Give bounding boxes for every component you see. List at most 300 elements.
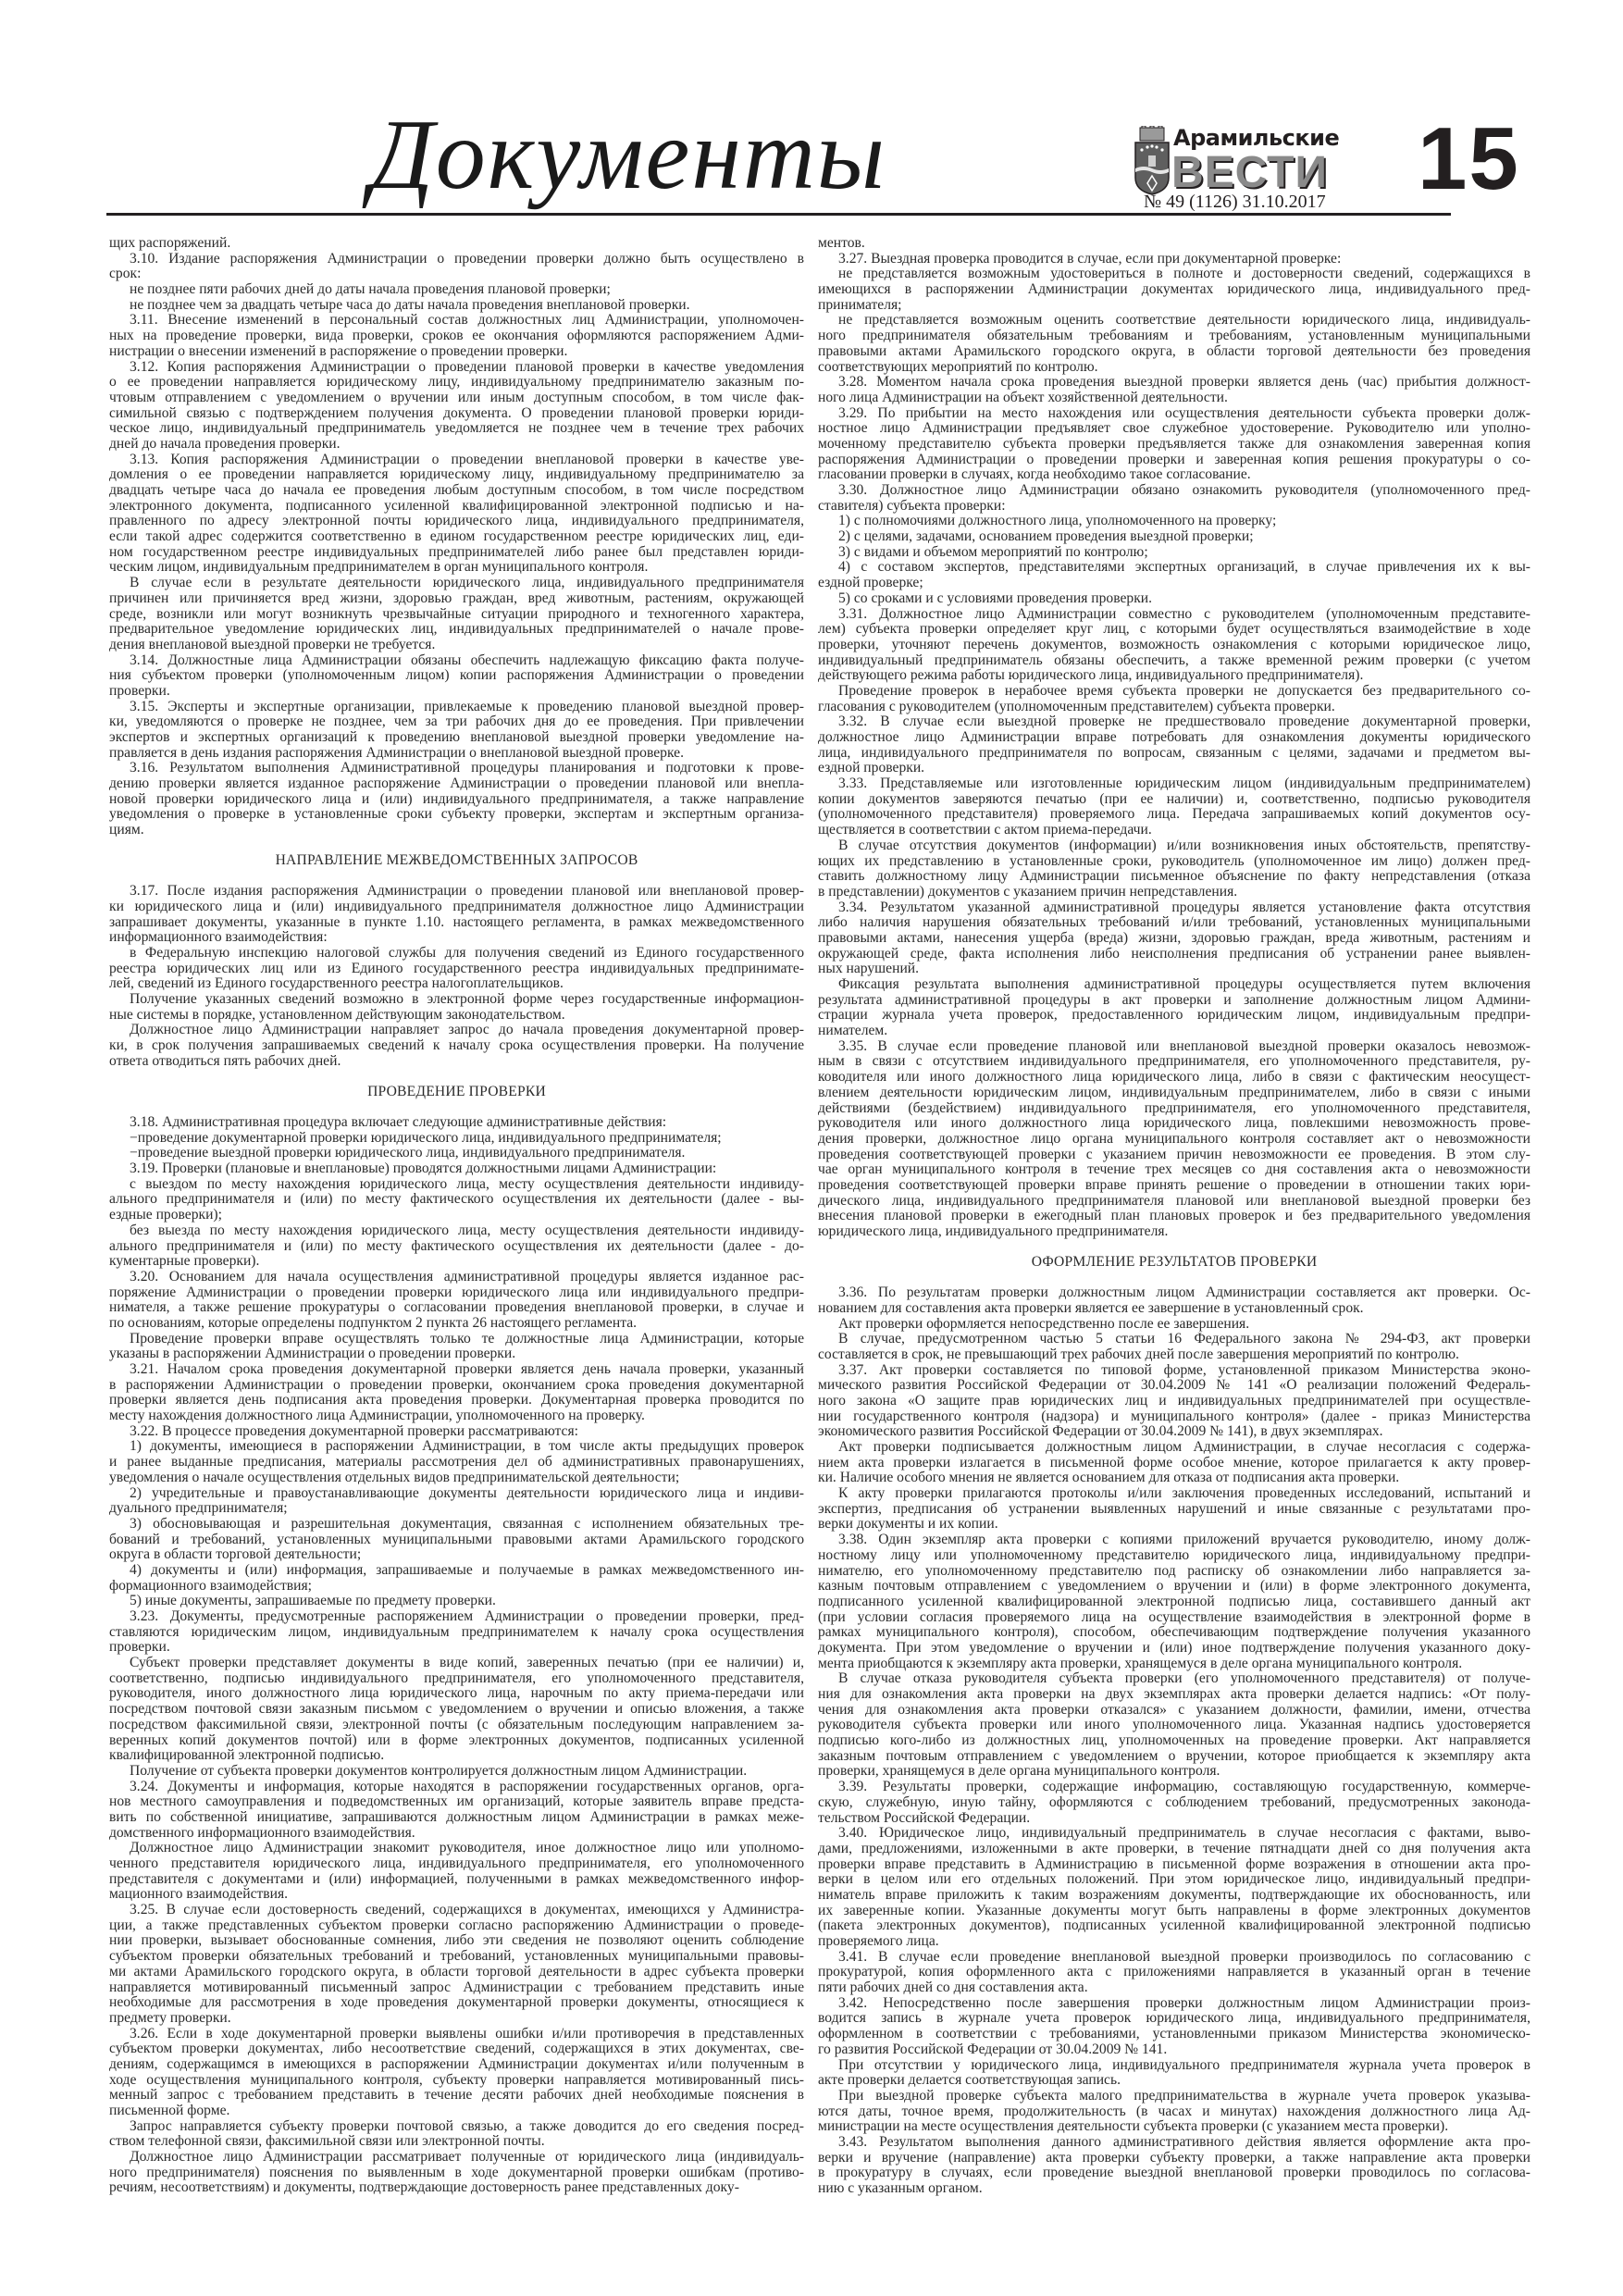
text-line: пяти рабочих дней со дня составления акта. [818, 1980, 1088, 1996]
text-line: в Федеральную инспекцию налоговой службы для получения сведений из Единого государственного [130, 946, 804, 962]
coat-of-arms-icon [1134, 126, 1170, 196]
text-line: окружающей среде, факта исполнения либо неисполнения предписания об устранении ранее выявлен- [818, 946, 1530, 962]
text-line: 3.11. Внесение изменений в персональный состав должностных лиц Администрации, уполномочен- [130, 313, 804, 329]
text-line: гласования с руководителем (уполномоченным представителем) субъекта проверки. [818, 699, 1335, 714]
text-line: заказным почтовым отправлением с уведомлением о вручении, которое приобщается к экземпляру акта [818, 1748, 1530, 1764]
text-line: составляется в срок, не превышающий трех рабочих дней после завершения мероприятий по контролю. [818, 1347, 1459, 1362]
text-line: результата административной процедуры в акт проверки и заполнение должностным лицом Админи- [818, 992, 1530, 1008]
text-line: верки и вручение (направление) акта проверки субъекту проверки, а также направление акта проверки [818, 2150, 1530, 2166]
left-column [109, 236, 804, 2196]
text-line: подписью кого-либо из должностных лиц, уполномоченных на проведение проверки. Акт направляется [818, 1733, 1530, 1749]
text-line: руководителя, иного должностного лица юридического лица, нарочным по акту приема-передачи или [109, 1686, 804, 1702]
text-line: ностное лицо Администрации предъявляет свое служебное удостоверение. Руководителю или уполно- [818, 421, 1530, 437]
text-line: правовыми актами Арамильского городского округа, в области торговой деятельности без проведения [818, 343, 1530, 359]
paragraph [818, 313, 1530, 375]
paragraph [109, 1486, 804, 1517]
text-line: экспертов и экспертных организаций к проведению внеплановой выездной проверки уведомление на- [109, 730, 804, 745]
text-line: ездные проверки); [109, 1208, 222, 1223]
text-line: лей, сведений из Единого государственного реестра налогоплательщиков. [109, 976, 564, 992]
text-line: уведомления о начале осуществления отдельных видов предпринимательской деятельности; [109, 1470, 680, 1485]
text-line: 3) с видами и объемом мероприятий по контролю; [838, 544, 1148, 560]
text-line: ми актами Арамильского городского округа, в области торговой деятельности в адрес субъекта проверки [109, 1964, 804, 1980]
text-line: верки документы и их копии. [818, 1517, 998, 1533]
paragraph [818, 1996, 1530, 2058]
text-line: представителя с документами и (или) информацией, полученными в рамках межведомственного инфор- [109, 1871, 804, 1887]
text-line: 3.17. После издания распоряжения Администрации о проведении плановой или внеплановой провер- [130, 884, 804, 900]
paragraph [109, 1841, 804, 1903]
paragraph [818, 560, 1530, 590]
text-line: не представляется возможным оценить соответствие деятельности юридического лица, индивидуаль- [838, 313, 1530, 329]
paragraph [109, 236, 804, 252]
text-line: необходимые для рассмотрения в ходе проведения документарной проверки документы, относящиеся к [109, 1995, 804, 2011]
text-line: посредством факсимильной связи, электронной почты (с обязательным последующим направлением за- [109, 1717, 804, 1732]
text-line: 3.22. В процессе проведения документарной проверки рассматриваются: [130, 1423, 578, 1439]
text-line: руководителя субъекта проверки или иного уполномоченного лица. Указанная надпись удостоверяется [818, 1718, 1530, 1733]
text-line: чтовым отправлением с уведомлением о вручении или иным доступным способом, в том числе фак- [109, 390, 804, 405]
text-line: срок: [109, 267, 142, 282]
text-line: домления о ее проведении направляется юридическому лицу, индивидуальному предпринимателю за [109, 467, 804, 483]
text-line: Фиксация результата выполнения административной процедуры осуществляется путем включения [838, 977, 1530, 992]
text-line: без выезда по месту нахождения юридического лица, месту осуществления деятельности индивиду- [130, 1222, 804, 1238]
text-line: по основаниям, которые определены подпунктом 2 пункта 26 настоящего регламента. [109, 1315, 638, 1331]
paragraph [109, 884, 804, 946]
text-line: нию с указанным органом. [818, 2181, 983, 2197]
paragraph [818, 375, 1530, 405]
text-line: 3.34. Результатом указанной административной процедуры является установление факта отсутствия [838, 900, 1530, 915]
text-line: двадцать четыре часа до начала ее проведения любым доступным способом, в том числе посредством [109, 483, 804, 498]
text-line: акте проверки делается соответствующая запись. [818, 2073, 1121, 2089]
text-line: ездной проверки. [818, 761, 925, 776]
text-line: 3.20. Основанием для начала осуществления административной процедуры является изданное рас- [130, 1269, 804, 1285]
text-line: моченному представителю субъекта проверки предъявляется также для ознакомления заверенная копия [818, 436, 1530, 452]
paragraph [109, 992, 804, 1023]
paragraph [109, 1270, 804, 1332]
text-line: 3.23. Документы, предусмотренные распоряжением Администрации о проведении проверки, пред- [130, 1609, 804, 1625]
text-line: нимателю, его уполномоченному представителю под расписку об ознакомлении либо направляется за- [818, 1563, 1530, 1579]
text-line: нованием для составления акта проверки является ее завершение в установленный срок. [818, 1300, 1364, 1316]
text-line: ющих их представлению в установленные сроки, руководитель (уполномоченное им лицо) должен пред- [818, 853, 1530, 869]
text-line: ки. Наличие особого мнения не является основанием для отказа от подписания акта проверки. [818, 1471, 1400, 1486]
paragraph [818, 591, 1530, 607]
paragraph [818, 1950, 1530, 1996]
text-line: юридического лица, индивидуального предпринимателя. [818, 1224, 1169, 1239]
text-line: нов местного самоуправления и подведомственных им организаций, которые заявитель вправе предста- [109, 1794, 804, 1810]
paragraph [109, 1563, 804, 1594]
text-line: Субъект проверки представляет документы в виде копий, заверенных печатью (при ее наличии) и, [130, 1656, 804, 1671]
section-heading: ОФОРМЛЕНИЕ РЕЗУЛЬТАТОВ ПРОВЕРКИ [1031, 1253, 1318, 1270]
newspaper-name-bottom: ВЕСТИ [1171, 148, 1328, 197]
text-line: ются даты, точное время, продолжительность (в часах и минутах) нахождения должностного лица Ад- [818, 2104, 1530, 2119]
text-line: посредством почтовой связи заказным письмом с уведомлением о вручении и описью вложения, а также [109, 1702, 804, 1718]
text-line: квалифицированной электронной подписью. [109, 1748, 385, 1764]
text-line: 3.40. Юридическое лицо, индивидуальный предприниматель в случае несогласия с фактами, выво- [838, 1826, 1530, 1842]
paragraph [109, 1146, 804, 1161]
text-line: −проведение выездной проверки юридического лица, индивидуального предпринимателя. [130, 1146, 686, 1161]
text-line: тельством Российской Федерации. [818, 1810, 1031, 1826]
text-line: дней до начала проведения проверки. [109, 436, 341, 452]
text-line: в распоряжении Администрации о проведении проверки, окончанием срока проведения документарной [109, 1377, 804, 1393]
text-line: веренных копий документов почтой) или в форме электронных документов, подписанных усиленной [109, 1732, 804, 1748]
paragraph [109, 1439, 804, 1485]
text-line: субъектом проверки документах, либо несоответствие сведений, содержащихся в этих документах, све- [109, 2042, 804, 2057]
text-line: нии государственного контроля (надзора) и муниципального контроля» (далее - приказ Министерства [818, 1409, 1530, 1424]
text-line: ального предпринимателя и (или) по месту фактического осуществления их деятельности (далее - вы- [109, 1192, 804, 1208]
paragraph [109, 1177, 804, 1223]
text-line: (при условии согласия проверяемого лица на осуществление взаимодействия в электронной форме в [818, 1609, 1530, 1625]
text-line: ческое лицо, индивидуальный предприниматель уведомляется не позднее чем в течение трех рабочих [109, 421, 804, 437]
text-line: экономического развития Российской Федерации от 30.04.2009 № 141), в двух экземплярах. [818, 1424, 1383, 1440]
text-line: Акт проверки оформляется непосредственно после ее завершения. [838, 1316, 1250, 1332]
text-line: менный запрос с требованием представить в течение десяти рабочих дней необходимые пояснения в [109, 2088, 804, 2104]
text-line: принимателя; [818, 297, 902, 313]
text-line: подписанного усиленной квалифицированной электронной подписью лица, составившего данный акт [818, 1594, 1530, 1609]
text-line: имеющихся в распоряжении Администрации документах юридического лица, индивидуального пред- [818, 282, 1530, 298]
paragraph [818, 267, 1530, 313]
text-line: мического развития Российской Федерации от 30.04.2009 № 141 «О реализации положений Федераль- [818, 1378, 1530, 1394]
text-line: ции, а также представленных субъектом проверки согласно распоряжению Администрации о проведе- [109, 1917, 804, 1933]
paragraph [109, 2027, 804, 2119]
text-line: 3.18. Административная процедура включает следующие административные действия: [130, 1115, 667, 1131]
paragraph [109, 946, 804, 992]
text-line: нии проверки, вызывает обоснованные сомнения, либо эти сведения не позволяют оценить соблюдение [109, 1933, 804, 1949]
text-line: ководителя или иного должностного лица юридического лица, либо в связи с фактическим неосущест- [818, 1070, 1530, 1086]
text-line: 3.16. Результатом выполнения Административной процедуры планирования и подготовки к прове- [130, 761, 804, 776]
paragraph [109, 1161, 804, 1177]
text-line: ездной проверке; [818, 576, 923, 591]
text-line: действиями (бездействием) индивидуального предпринимателя, его уполномоченного представителя, [818, 1100, 1530, 1116]
text-line: 3.37. Акт проверки составляется по типовой форме, установленной приказом Министерства эконо- [838, 1362, 1530, 1378]
text-line: циям. [109, 823, 144, 838]
text-line: 3.43. Результатом выполнения данного административного действия является оформление акта про- [838, 2134, 1530, 2150]
text-line: ки, в срок получения запрашиваемых сведений к началу срока осуществления проверки. На получение [109, 1038, 804, 1054]
text-line: ного лица Администрации на объект хозяйственной деятельности. [818, 390, 1228, 405]
paragraph [818, 776, 1530, 838]
paragraph [818, 236, 1530, 252]
text-line: дения проверки, должностное лицо органа муниципального контроля составляет акт о невозможности [818, 1131, 1530, 1147]
paragraph [109, 576, 804, 652]
text-line: если такой адрес содержится соответственно в едином государственном реестре юридических лиц, еди- [109, 529, 804, 545]
paragraph [818, 1533, 1530, 1671]
text-line: проведения соответствующей проверки с указанием причин невозможности ее проведения. В этом слу- [818, 1147, 1530, 1162]
text-line: 3.19. Проверки (плановые и внеплановые) проводятся должностными лицами Администрации: [130, 1161, 717, 1177]
text-line: с выездом по месту нахождения юридического лица, месту осуществления деятельности индивиду- [130, 1176, 804, 1192]
paragraph [818, 2089, 1530, 2135]
paragraph [818, 514, 1530, 529]
text-line: Должностное лицо Администрации рассматривает полученные от юридического лица (индивидуаль- [130, 2150, 804, 2166]
text-line: министрации на месте осуществления деятельности субъекта проверки (с указанием места проверки). [818, 2119, 1449, 2135]
text-line: 1) с полномочиями должностного лица, уполномоченного на проверку; [838, 514, 1277, 529]
paragraph [818, 977, 1530, 1039]
text-line: 3.10. Издание распоряжения Администрации о проведении проверки должно быть осуществлено в [130, 251, 804, 267]
text-line: В случае отсутствия документов (информации) и/или возникновения иных обстоятельств, препятству- [838, 838, 1530, 853]
paragraph [818, 1317, 1530, 1333]
text-line: мента приобщаются к экземпляру акта проверки, хранящемуся в деле органа муниципального контроля. [818, 1656, 1463, 1671]
text-line: не позднее пяти рабочих дней до даты начала проведения плановой проверки; [130, 282, 611, 298]
paragraph [818, 1332, 1530, 1362]
text-line: 4) с составом экспертов, представителями экспертных организаций, в случае привлечения их к вы- [838, 560, 1530, 576]
text-line: ческим лицом, индивидуальным предпринимателем в орган муниципального контроля. [109, 560, 649, 576]
text-line: 1) документы, имеющиеся в распоряжении Администрации, в том числе акты предыдущих проверок [130, 1439, 804, 1455]
paragraph [818, 1285, 1530, 1316]
text-line: В случае если в результате деятельности юридического лица, индивидуального предпринимателя [130, 576, 804, 591]
text-line: Проведение проверки вправе осуществлять только те должностные лица Администрации, которые [130, 1331, 804, 1347]
text-line: Запрос направляется субъекту проверки почтовой связью, а также доводится до его сведения посред- [130, 2118, 804, 2134]
text-line: нимателем. [818, 1024, 888, 1039]
text-line: ки юридического лица и (или) индивидуального предпринимателя должностное лицо Администрации [109, 899, 804, 914]
text-line: лица, индивидуального предпринимателя по вопросам, связанным с целями, задачами и предметом вы- [818, 745, 1530, 761]
text-line: ченного представителя юридического лица, индивидуального предпринимателя, его уполномоченного [109, 1856, 804, 1872]
text-line: го развития Российской Федерации от 30.04.2009 № 141. [818, 2042, 1168, 2057]
text-line: округа в области торговой деятельности; [109, 1547, 362, 1563]
text-line: и ранее выданные предписания, материалы рассмотрения дел об административных правонарушениях, [109, 1455, 804, 1471]
text-line: нистрации о внесении изменений в распоряжение о проведении проверки. [109, 343, 568, 359]
paragraph [818, 1671, 1530, 1780]
paragraph [818, 529, 1530, 545]
text-line: правленного по адресу электронной почты юридического лица, индивидуального предпринимателя, [109, 514, 804, 529]
text-line: 3.30. Должностное лицо Администрации обязано ознакомить руководителя (уполномоченного пред- [838, 483, 1530, 498]
text-line: внесения плановой проверки в ежегодный план плановых проверок и без предварительного уведомления [818, 1209, 1530, 1224]
text-line: 3.35. В случае если проведение плановой или внеплановой выездной проверки оказалось невозмож- [838, 1038, 1530, 1054]
text-line: При отсутствии у юридического лица, индивидуального предпринимателя журнала учета проверок в [838, 2057, 1530, 2073]
text-line: проверки. [109, 1640, 170, 1656]
paragraph [818, 2058, 1530, 2089]
text-line: ством телефонной связи, факсимильной связи или электронной почты. [109, 2134, 545, 2150]
text-line: 3.21. Началом срока проведения документарной проверки является день начала проверки, указанный [130, 1362, 804, 1378]
text-line: скую, служебную, иную тайну, оформляются с соблюдением требований, предусмотренных законода- [818, 1794, 1530, 1810]
text-line: либо наличия нарушения обязательных требований и/или требований, установленных муниципальными [818, 915, 1530, 931]
text-line: 2) с целями, задачами, основанием проведения выездной проверки; [838, 529, 1254, 545]
text-line: мационного взаимодействия. [109, 1887, 289, 1903]
text-line: ных нарушений. [818, 962, 920, 977]
text-line: нимателя, а также решение прокуратуры о согласовании проведения внеплановой проверки, в случае и [109, 1300, 804, 1316]
text-line: электронного документа, подписанного усиленной квалифицированной электронной подписью и на- [109, 498, 804, 514]
text-line: гласовании проверки в случаях, когда необходимо такое согласование. [818, 467, 1251, 483]
text-line: чае орган муниципального контроля в течение трех месяцев со дня составления акта о невозможности [818, 1162, 1530, 1178]
text-line: ные системы в порядке, установленном действующим законодательством. [109, 1007, 565, 1023]
text-line: ного закона «О защите прав юридических лиц и индивидуальных предпринимателей при осуществле- [818, 1393, 1530, 1409]
text-line: ниматель вправе приложить к таким возражениям документы, подтверждающие их обоснованность, или [818, 1887, 1530, 1903]
text-line: предмету проверки. [109, 2010, 231, 2026]
text-line: Получение указанных сведений возможно в электронной форме через государственные информацион- [130, 992, 804, 1008]
text-line: 3.25. В случае если достоверность сведений, содержащихся в документах, имеющихся у Администра- [130, 1903, 804, 1918]
text-line: о ее проведении направляется юридическому лицу, индивидуальному предпринимателю заказным по- [109, 375, 804, 391]
paragraph [818, 1039, 1530, 1240]
text-line: прокуратурой, копия оформленного акта с приложениями направляется в указанный орган в течение [818, 1965, 1530, 1980]
paragraph [818, 252, 1530, 267]
text-line: 3.24. Документы и информация, которые находятся в распоряжении государственных органов, орга- [130, 1779, 804, 1794]
paragraph [109, 298, 804, 314]
text-line: проведения соответствующей проверки вправе принять решение о проведении в отношении таких юри- [818, 1177, 1530, 1193]
text-line: щих распоряжений. [109, 236, 231, 251]
text-line: указаны в распоряжении Администрации о проведении проверки. [109, 1347, 516, 1362]
text-line: среде, возникли или могут возникнуть чрезвычайные ситуации природного и техногенного характера, [109, 606, 804, 622]
paragraph [109, 1903, 804, 2027]
text-line: кументарные проверки). [109, 1254, 260, 1270]
text-line: нием акта проверки излагается в письменной форме особое мнение, которое прилагается к акту провер- [818, 1455, 1530, 1471]
text-line: вить по собственной инициативе, запрашиваются должностным лицом Администрации в рамках меже- [109, 1809, 804, 1825]
text-line: поряжение Администрации о проведении проверки юридического лица или индивидуального предпри- [109, 1285, 804, 1300]
paragraph [109, 1780, 804, 1842]
text-line: ществляется в соответствии с актом приема-передачи. [818, 823, 1152, 838]
header-divider [106, 213, 1451, 216]
text-line: 3.12. Копия распоряжения Администрации о проведении плановой проверки в качестве уведомления [130, 359, 804, 375]
text-line: Акт проверки подписывается должностным лицом Администрации, в случае несогласия с содержа- [838, 1440, 1530, 1456]
text-line: ставляются юридическим лицом, индивидуальным предпринимателем к началу срока осуществления [109, 1624, 804, 1640]
text-line: субъектом проверки обязательных требований и требований, установленных муниципальными правовы- [109, 1949, 804, 1965]
paragraph [818, 1440, 1530, 1486]
text-line: 4) документы и (или) информация, запрашиваемые и получаемые в рамках межведомственного ин- [130, 1562, 804, 1578]
text-line: ного предпринимателя обязательным требованиям и требованиям, установленным муниципальными [818, 329, 1530, 344]
section-title: Документы [370, 100, 887, 210]
page-number: 15 [1418, 109, 1520, 208]
text-line: 3.38. Один экземпляр акта проверки с копиями приложений вручается руководителю, иному долж- [838, 1533, 1530, 1548]
text-line: ки, уведомляются о проверке не позднее, чем за три рабочих дня до ее проведения. При привлечении [109, 714, 804, 730]
text-line: 2) учредительные и правоустанавливающие документы деятельности юридического лица и индиви- [130, 1485, 804, 1501]
paragraph [109, 282, 804, 298]
text-line: лем) субъекта проверки определяет круг лиц, с которыми будет осуществляться взаимодействие в ходе [818, 622, 1530, 638]
text-line: проверяемого лица. [818, 1934, 939, 1950]
text-line: запрашивает документы, указанные в пункте 1.10. настоящего регламента, в рамках межведомственного [109, 914, 804, 930]
text-line: проверки является день подписания акта проведения проверки. Документарная проверка проводится по [109, 1393, 804, 1409]
paragraph [818, 607, 1530, 684]
text-line: При выездной проверке субъекта малого предпринимательства в журнале учета проверок указыва- [838, 2088, 1530, 2104]
text-line: месту нахождения должностного лица Администрации, уполномоченного на проверку. [109, 1409, 645, 1424]
text-line: 5) со сроками и с условиями проведения проверки. [838, 590, 1153, 606]
paragraph [818, 714, 1530, 776]
text-line: правляется в день издания распоряжения Администрации о внеплановой выездной проверке. [109, 745, 684, 761]
text-line: влением деятельности юридическим лицом, индивидуальным предпринимателем, либо в связи с иными [818, 1085, 1530, 1100]
text-line: Получение от субъекта проверки документов контролируется должностным лицом Администрации. [130, 1763, 748, 1779]
text-line: индивидуальный предприниматель обязаны обеспечить, а также временной режим проверки (с учетом [818, 652, 1530, 668]
text-line: Проведение проверок в нерабочее время субъекта проверки не допускается без предварительного со- [838, 683, 1530, 699]
text-line: проверки. [109, 683, 170, 699]
section-heading: ПРОВЕДЕНИЕ ПРОВЕРКИ [367, 1083, 546, 1099]
text-line: проверки вправе представить в Администрацию в письменной форме возражения в отношении акта про- [818, 1856, 1530, 1872]
text-line: не представляется возможным удостовериться в полноте и достоверности сведений, содержащихся в [838, 267, 1530, 282]
paragraph [818, 2135, 1530, 2197]
paragraph [109, 2119, 804, 2150]
text-line: документа. При этом уведомление о вручении и (или) иное подтверждение получения указанного доку- [818, 1640, 1530, 1656]
text-line: 3.42. Непосредственно после завершения проверки должностным лицом Администрации произ- [838, 1995, 1530, 2011]
text-line: речиям, несоответствиям) и документы, подтверждающие достоверность ранее представленных доку- [109, 2180, 739, 2196]
right-column [818, 236, 1530, 2197]
paragraph [818, 1780, 1530, 1826]
paragraph [109, 1332, 804, 1362]
paragraph [109, 453, 804, 577]
text-line: 3.41. В случае если проведение внеплановой выездной проверки производилось по согласованию с [838, 1949, 1530, 1965]
text-line: новой проверки юридического лица и (или) индивидуального предпринимателя, а также направление [109, 791, 804, 807]
paragraph [109, 1115, 804, 1131]
paragraph [109, 1223, 804, 1270]
text-line: 3.14. Должностные лица Администрации обязаны обеспечить надлежащую фиксацию факта получе- [130, 652, 804, 668]
paragraph [109, 360, 804, 453]
text-line: 3.13. Копия распоряжения Администрации о проведении внеплановой проверки в качестве уве- [130, 452, 804, 467]
paragraph [818, 1363, 1530, 1440]
paragraph [818, 483, 1530, 514]
text-line: оформленном в соответствии с требованиями, установленными приказом Министерства экономическо- [818, 2027, 1530, 2042]
text-line: (пакета электронных документов), подписанных усиленной квалифицированной электронной подписью [818, 1918, 1530, 1934]
text-line: казным почтовым отправлением с уведомлением о вручении и (или) в форме электронного документа, [818, 1579, 1530, 1595]
paragraph [109, 1656, 804, 1764]
paragraph [818, 545, 1530, 561]
paragraph [818, 900, 1530, 977]
text-line: В случае, предусмотренном частью 5 статьи 16 Федерального закона № 294-ФЗ, акт проверки [838, 1332, 1530, 1347]
text-line: дического лица, индивидуального предпринимателя плановой или внеплановой выездной проверки без [818, 1193, 1530, 1209]
text-line: 3.28. Моментом начала срока проведения выездной проверки является день (час) прибытия должност- [838, 375, 1530, 391]
text-line: проверки, хранящемуся в деле органа муниципального контроля. [818, 1764, 1220, 1780]
text-line: проверки, уточняют перечень документов, возможность ознакомления с которыми юридическое лицо, [818, 637, 1530, 652]
text-line: дами, предложениями, изложенными в акте проверки, в течение пятнадцати дней со дня получения акта [818, 1841, 1530, 1856]
paragraph [109, 761, 804, 838]
text-line: причинен или причиняется вред жизни, здоровью граждан, вред животным, растениям, окружающей [109, 590, 804, 606]
section-heading: НАПРАВЛЕНИЕ МЕЖВЕДОМСТВЕННЫХ ЗАПРОСОВ [275, 851, 638, 868]
text-line: 3.32. В случае если выездной проверке не предшествовало проведение документарной проверки, [838, 714, 1530, 730]
text-line: В случае отказа руководителя субъекта проверки (его уполномоченного представителя) от получе- [838, 1671, 1530, 1687]
text-line: формационного взаимодействия; [109, 1578, 312, 1594]
text-line: дения внеплановой выездной проверки не требуется. [109, 637, 436, 652]
text-line: ного предпринимателя) пояснения по выявленным в ходе документарной проверки ошибкам (противо- [109, 2165, 804, 2180]
text-line: ставителя) субъекта проверки: [818, 498, 1006, 514]
text-line: их заверенные копии. Указанные документы могут быть направлены в форме электронных документов [818, 1903, 1530, 1918]
text-line: −проведение документарной проверки юридического лица, индивидуального предпринимателя; [130, 1130, 722, 1146]
text-line: соответствующих мероприятий по контролю. [818, 359, 1098, 375]
paragraph [109, 1023, 804, 1069]
paragraph [109, 1764, 804, 1780]
text-line: ном государственном реестре индивидуальных предпринимателей либо ранее был представлен юриди- [109, 544, 804, 560]
text-line: 3.39. Результаты проверки, содержащие информацию, составляющую государственную, коммерче- [838, 1780, 1530, 1795]
text-line: ходе осуществления муниципального контроля, субъекту проверки направляется мотивированный пись- [109, 2072, 804, 2088]
text-line: в представлении) документов с указанием причин непредставления. [818, 884, 1238, 900]
text-line: 3.29. По прибытии на место нахождения или осуществления деятельности субъекта проверки долж- [838, 405, 1530, 421]
issue-number-date: № 49 (1126) 31.10.2017 [1144, 192, 1326, 212]
text-line: (уполномоченного представителя) проверяемого лица. Передача запрашиваемых копий документов осу- [818, 807, 1530, 823]
text-line: страции журнала учета проверок, предоставленного юридическим лицом, индивидуальным предпри- [818, 1008, 1530, 1024]
paragraph [109, 1362, 804, 1424]
text-line: 3.31. Должностное лицо Администрации совместно с руководителем (уполномоченным представите- [838, 606, 1530, 622]
text-line: ния субъектом проверки (уполномоченным лицом) копии распоряжения Администрации о проведении [109, 668, 804, 684]
paragraph [109, 653, 804, 700]
text-line: К акту проверки прилагаются протоколы и/или заключения проведенных исследований, испытаний и [838, 1486, 1530, 1502]
text-line: 3.36. По результатам проверки должностным лицом Администрации составляется акт проверки. Ос- [838, 1285, 1530, 1301]
text-line: Должностное лицо Администрации направляет запрос до начала проведения документарной провер- [130, 1023, 804, 1038]
text-line: ных на проведение проверки, вида проверки, сроков ее окончания оформляются распоряжением Адми- [109, 329, 804, 344]
text-line: ностному лицу или уполномоченному представителю юридического лица, индивидуальному предпри- [818, 1547, 1530, 1563]
text-line: 3) обосновывающая и разрешительная документация, связанная с исполнением обязательных тре- [130, 1516, 804, 1532]
paragraph [109, 1131, 804, 1147]
text-line: верки в целом или его отдельных положений. При этом юридическое лицо, индивидуальный предпри- [818, 1872, 1530, 1888]
text-line: 5) иные документы, запрашиваемые по предмету проверки. [130, 1594, 496, 1609]
text-line: ния для ознакомления акта проверки на двух экземплярах акта проверки делается надпись: «От полу- [818, 1687, 1530, 1703]
text-line: реестра юридических лиц или из Единого государственного реестра индивидуальных предпринимате- [109, 961, 804, 976]
text-line: 3.15. Эксперты и экспертные организации, привлекаемые к проведению плановой выездной провер- [130, 699, 804, 714]
text-line: ментов. [818, 236, 865, 251]
text-line: ставить должностному лицу Администрации письменное объяснение по факту непредставления (отказа [818, 869, 1530, 885]
text-line: копии документов заверяются печатью (при ее наличии) и, соответственно, подписью руководителя [818, 791, 1530, 807]
text-line: дуального предпринимателя; [109, 1501, 288, 1517]
text-line: домственного информационного взаимодействия. [109, 1825, 415, 1841]
text-line: в прокуратуру в случаях, если проведение выездной внеплановой проверки проводилось по согласова- [818, 2166, 1530, 2181]
paragraph [818, 1486, 1530, 1533]
text-line: ответа отводиться пять рабочих дней. [109, 1053, 341, 1069]
text-line: руководителя или иного должностного лица юридического лица, повлекшими невозможность прове- [818, 1116, 1530, 1132]
text-line: письменной форме. [109, 2104, 230, 2119]
text-line: 3.26. Если в ходе документарной проверки выявлены ошибки и/или противоречия в представленных [130, 2026, 804, 2042]
text-line: бований и требований, установленных муниципальными правовыми актами Арамильского городского [109, 1532, 804, 1547]
text-line: дению проверки является изданное распоряжение Администрации о проведении плановой или внепла- [109, 776, 804, 792]
text-line: дениям, содержащимся в имеющихся в распоряжении Администрации документах и/или полученным в [109, 2056, 804, 2072]
text-line: ального предпринимателя и (или) по месту фактического осуществления их деятельности (далее - до- [109, 1238, 804, 1254]
paragraph [109, 1517, 804, 1563]
